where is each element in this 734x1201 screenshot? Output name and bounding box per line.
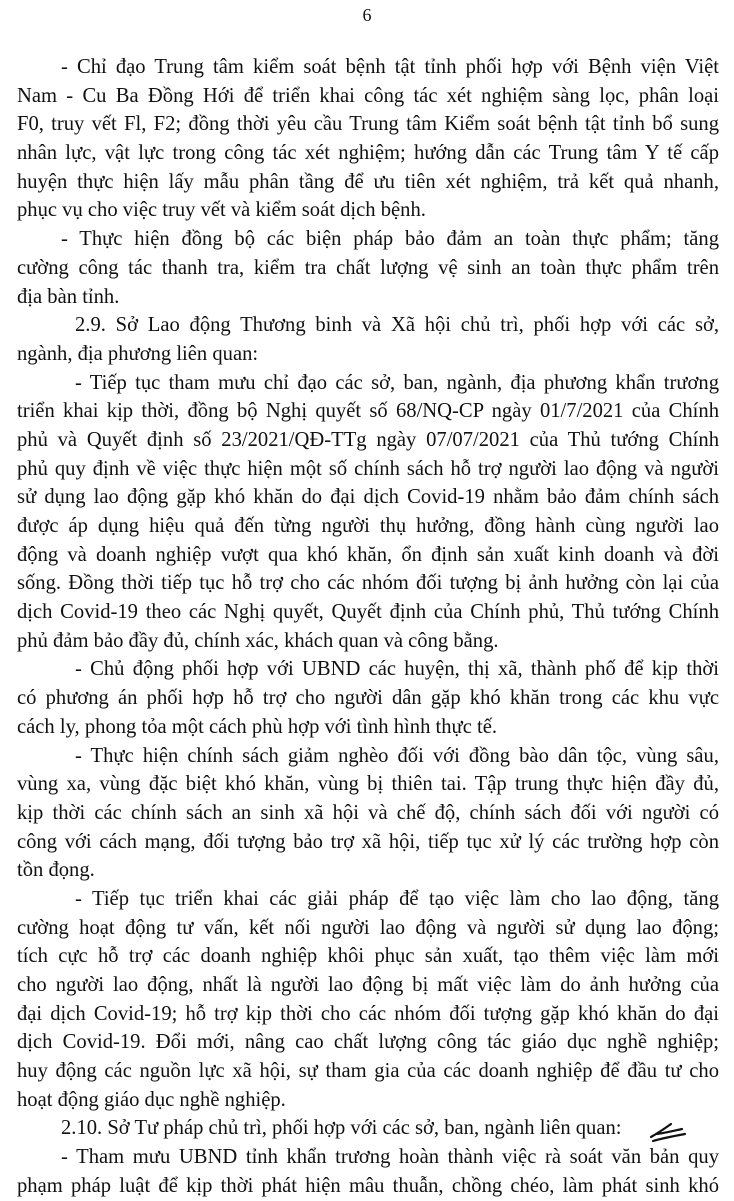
initials-signature-mark: [648, 1120, 688, 1144]
text-line: tích cực hỗ trợ các doanh nghiệp khôi phục sản xuất, tạo thêm việc làm mới: [17, 945, 719, 968]
text-line: dịch Covid-19 theo các Nghị quyết, Quyết định của Chính phủ, Thủ tướng Chính: [17, 601, 719, 624]
text-line: - Chỉ đạo Trung tâm kiểm soát bệnh tật tỉnh phối hợp với Bệnh viện Việt: [61, 56, 719, 78]
text-line: nhân lực, vật lực trong công tác xét nghiệm; hướng dẫn các Trung tâm Y tế cấp: [17, 142, 719, 165]
text-line: - Tiếp tục triển khai các giải pháp để tạo việc làm cho lao động, tăng: [75, 887, 719, 910]
text-line: được áp dụng hiệu quả đến từng người thụ hưởng, đồng hành cùng người lao: [17, 515, 719, 537]
text-line: kịp thời các chính sách an sinh xã hội và chế độ, chính sách đối với người có: [17, 801, 719, 824]
text-line: - Tiếp tục tham mưu chỉ đạo các sở, ban, ngành, địa phương khẩn trương: [75, 371, 719, 394]
text-line: cường hoạt động tư vấn, kết nối người lao động và người sử dụng lao động;: [17, 916, 719, 939]
text-line: 2.9. Sở Lao động Thương binh và Xã hội chủ trì, phối hợp với các sở,: [75, 314, 719, 337]
text-line: phủ và Quyết định số 23/2021/QĐ-TTg ngày 07/07/2021 của Thủ tướng Chính: [17, 428, 719, 451]
text-line: huyện thực hiện lấy mẫu phân tầng để ưu tiên xét nghiệm, trả kết quả nhanh,: [17, 170, 719, 193]
text-line: công với cách mạng, đối tượng bảo trợ xã hội, tiếp tục xử lý các trường hợp còn: [17, 830, 719, 853]
text-line: - Chủ động phối hợp với UBND các huyện, thị xã, thành phố để kịp thời: [75, 658, 719, 681]
text-line: động và doanh nghiệp vượt qua khó khăn, ổn định sản xuất kinh doanh và đời: [17, 543, 719, 566]
text-line: 2.10. Sở Tư pháp chủ trì, phối hợp với các sở, ban, ngành liên quan:: [61, 1117, 622, 1140]
text-line: huy động các nguồn lực xã hội, sự tham gia của các doanh nghiệp để đầu tư cho: [17, 1060, 719, 1083]
text-line: phạm pháp luật để kịp thời phát hiện mâu thuẫn, chồng chéo, làm phát sinh khó: [17, 1174, 719, 1197]
text-line: có phương án phối hợp hỗ trợ cho người dân gặp khó khăn trong các khu vực: [17, 687, 719, 710]
text-line: sống. Đồng thời tiếp tục hỗ trợ cho các nhóm đối tượng bị ảnh hưởng còn lại của: [17, 572, 719, 595]
text-line: F0, truy vết Fl, F2; đồng thời yêu cầu Trung tâm Kiểm soát bệnh tật tỉnh bổ sung: [17, 113, 719, 136]
text-line: vùng xa, vùng đặc biệt khó khăn, vùng bị thiên tai. Tập trung thực hiện đầy đủ,: [17, 773, 719, 796]
text-line: cường công tác thanh tra, kiểm tra chất lượng vệ sinh an toàn thực phẩm trên: [17, 256, 719, 279]
text-line: Nam - Cu Ba Đồng Hới để triển khai công tác xét nghiệm sàng lọc, phân loại: [17, 84, 719, 107]
text-line: - Thực hiện đồng bộ các biện pháp bảo đảm an toàn thực phẩm; tăng: [61, 228, 719, 251]
text-line: cho người lao động, nhất là người lao động bị mất việc làm do ảnh hưởng của: [17, 974, 719, 996]
text-line: hoạt động giáo dục nghề nghiệp.: [17, 1088, 286, 1111]
text-line: phục vụ cho việc truy vết và kiểm soát dịch bệnh.: [17, 199, 426, 222]
text-line: đại dịch Covid-19; hỗ trợ kịp thời cho các nhóm đối tượng gặp khó khăn do đại: [17, 1002, 719, 1025]
text-line: triển khai kịp thời, đồng bộ Nghị quyết số 68/NQ-CP ngày 01/7/2021 của Chính: [17, 400, 719, 423]
page-number: 6: [362, 5, 372, 25]
text-line: - Thực hiện chính sách giảm nghèo đối với đồng bào dân tộc, vùng sâu,: [75, 744, 719, 767]
text-line: phủ đảm bảo đầy đủ, chính xác, khách quan và công bằng.: [17, 629, 499, 652]
text-line: phủ quy định về việc thực hiện một số chính sách hỗ trợ người lao động và người: [17, 457, 719, 480]
text-line: sử dụng lao động gặp khó khăn do đại dịch Covid-19 nhằm bảo đảm chính sách: [17, 486, 719, 509]
text-line: dịch Covid-19. Đổi mới, nâng cao chất lượng công tác giáo dục nghề nghiệp;: [17, 1031, 719, 1054]
text-line: tồn đọng.: [17, 859, 95, 882]
text-line: - Tham mưu UBND tỉnh khẩn trương hoàn thành việc rà soát văn bản quy: [61, 1146, 719, 1169]
text-line: địa bàn tỉnh.: [17, 285, 120, 308]
document-body: [17, 53, 719, 1201]
text-line: cách ly, phong tỏa một cách phù hợp với tình hình thực tế.: [17, 715, 497, 738]
text-line: ngành, địa phương liên quan:: [17, 342, 259, 365]
